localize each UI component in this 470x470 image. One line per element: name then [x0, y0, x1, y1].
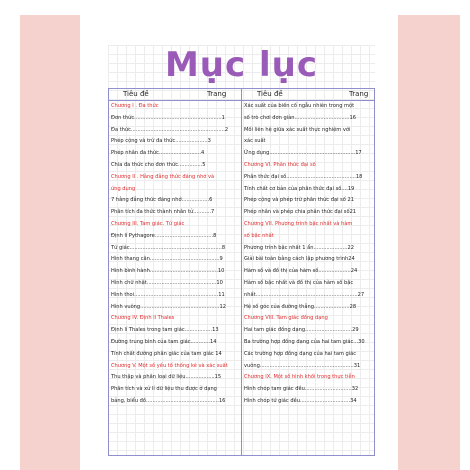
header-topic-left: Tiêu đề [123, 90, 149, 98]
toc-entry [244, 290, 374, 302]
toc-entry-text: Định lí Pythagore....................................8 [111, 232, 217, 239]
toc-entry [244, 266, 374, 278]
toc-entry [244, 243, 374, 255]
toc-entry [244, 349, 374, 361]
header-topic-right: Tiêu đề [257, 90, 283, 98]
toc-entry [111, 148, 241, 160]
toc-entry-text: Chương I . Đa thức [111, 103, 159, 109]
toc-entry [111, 372, 241, 384]
document-page [108, 45, 375, 455]
toc-entry-text: Hình bình hành..........................................10 [111, 268, 225, 275]
header-page-right: Trang [349, 90, 369, 98]
toc-entry-text: Phép cộng và phép trừ phân thức đại số 21 [244, 197, 354, 204]
toc-entry-text: Chương V. Một số yếu tố thống kê và xác suất [111, 362, 228, 369]
toc-entry-text: Phân tích và xử lí dữ liệu thu được ở dạng [111, 386, 217, 393]
toc-entry-text: vuông..........................................................31 [244, 362, 361, 369]
toc-entry-text: Hai tam giác đồng dạng.............................29 [244, 327, 359, 334]
toc-entry-text: Chương VI. Phân thức đại số [244, 161, 316, 168]
toc-entry [111, 125, 241, 137]
toc-entry [111, 325, 241, 337]
chapter-heading [111, 172, 241, 184]
toc-right-column [244, 101, 374, 408]
chapter-heading [111, 361, 241, 373]
toc-entry [111, 278, 241, 290]
toc-entry-text: Phân tích đa thức thành nhân tử...........7 [111, 209, 215, 216]
chapter-heading [244, 160, 374, 172]
toc-entry [111, 243, 241, 255]
toc-entry-text: xác suất [244, 138, 266, 145]
toc-entry [111, 349, 241, 361]
toc-entry-text: Ứng dụng.....................................................17 [244, 150, 362, 157]
toc-entry-text: Hình thoi....................................................11 [111, 291, 225, 298]
toc-entry [111, 160, 241, 172]
toc-entry-text: Đa thức..........................................................2 [111, 126, 229, 133]
toc-entry-text: Phép nhân và phép chia phân thức đại số21 [244, 209, 357, 216]
toc-entry-text: Hàm số và đồ thị của hàm số....................24 [244, 268, 358, 275]
toc-entry-text: Hình thang cân...........................................9 [111, 256, 223, 263]
toc-entry [244, 207, 374, 219]
toc-entry-text: Phương trình bậc nhất 1 ẩn.....................22 [244, 244, 354, 251]
toc-entry-text: Tính chất đường phân giác của tam giác 14 [111, 350, 222, 357]
toc-entry-text: Chương VIII. Tam giác đồng dạng [244, 315, 328, 322]
toc-entry-text: Hình chóp tam giác đều.............................32 [244, 386, 359, 393]
right-decorative-band [398, 15, 460, 470]
toc-entry-text: Chương II . Hằng đẳng thức đáng nhớ và [111, 173, 215, 180]
chapter-heading [111, 101, 241, 113]
toc-entry-text: Chương III. Tam giác. Tứ giác [111, 220, 185, 227]
toc-entry-text: ứng dụng [111, 185, 136, 192]
toc-entry-text: Các trường hợp đồng dạng của hai tam giác [244, 350, 357, 357]
toc-entry-text: Chia đa thức cho đơn thức...............5 [111, 161, 206, 168]
toc-entry-text: Phân thức đại số...........................................18 [244, 173, 363, 180]
toc-entry [111, 113, 241, 125]
toc-entry-text: Định lí Thales trong tam giác.................13 [111, 327, 219, 334]
toc-entry [111, 207, 241, 219]
chapter-heading [244, 372, 374, 384]
toc-entry-text: Hệ số góc của đường thẳng......................28 [244, 303, 357, 310]
toc-entry-text: Đường trung bình của tam giác............14 [111, 338, 217, 345]
toc-entry [111, 396, 241, 408]
header-page-left: Trang [207, 90, 227, 98]
toc-entry-text: 7 hằng đẳng thức đáng nhớ.................6 [111, 197, 213, 204]
toc-entry [111, 195, 241, 207]
toc-left-column [111, 101, 241, 408]
chapter-heading [244, 313, 374, 325]
toc-entry-text: Hàm số bậc nhất và đồ thị của hàm số bậc [244, 279, 354, 286]
toc-entry [244, 325, 374, 337]
toc-entry [244, 125, 374, 137]
toc-entry [244, 101, 374, 113]
toc-entry-text: Hình chữ nhật...........................................10 [111, 279, 223, 286]
page-title: Mục lục [164, 45, 319, 85]
toc-entry [111, 290, 241, 302]
toc-entry [111, 254, 241, 266]
chapter-heading [111, 184, 241, 196]
toc-entry [111, 384, 241, 396]
column-divider [241, 89, 242, 455]
toc-entry-text: Mối liên hệ giữa xác suất thực nghiệm với [244, 126, 351, 133]
toc-entry [244, 384, 374, 396]
left-decorative-band [20, 15, 80, 470]
toc-entry-text: Thu thập và phân loại dữ liệu..................15 [111, 374, 222, 381]
toc-entry [111, 136, 241, 148]
toc-entry-text: Phép nhân đa thức..........................4 [111, 150, 205, 157]
toc-entry [244, 396, 374, 408]
toc-entry [244, 195, 374, 207]
toc-entry-text: Chương IX. Một số hình khối trong thực tiễn [244, 374, 355, 381]
chapter-heading [111, 313, 241, 325]
toc-entry-text: Hình chóp tứ giác đều...............................34 [244, 397, 357, 404]
toc-entry-text: Ba trường hợp đồng dạng của hai tam giác...30 [244, 338, 365, 345]
toc-entry [111, 337, 241, 349]
toc-entry-text: Chương VII. Phương trình bậc nhất và hàm [244, 220, 353, 227]
table-of-contents [108, 88, 375, 456]
toc-entry-text: Tính chất cơ bản của phân thức đại số....19 [244, 185, 355, 192]
toc-entry [244, 254, 374, 266]
chapter-heading [244, 231, 374, 243]
chapter-heading [111, 219, 241, 231]
toc-entry-text: Xác suất của biến cố ngẫu nhiên trong một [244, 103, 355, 109]
toc-entry [244, 184, 374, 196]
chapter-heading [244, 219, 374, 231]
toc-entry [244, 337, 374, 349]
toc-entry [244, 148, 374, 160]
toc-entry-text: bảng, biểu đồ.............................................16 [111, 397, 226, 404]
toc-entry [244, 302, 374, 314]
toc-entry [111, 266, 241, 278]
toc-entry [111, 231, 241, 243]
toc-entry [244, 361, 374, 373]
toc-entry-text: nhất...............................................................27 [244, 291, 365, 298]
toc-entry [244, 278, 374, 290]
toc-entry-text: Hình vuông.................................................12 [111, 303, 226, 310]
toc-entry-text: số trò chơi đơn giản..................................16 [244, 114, 357, 121]
toc-entry [244, 113, 374, 125]
toc-entry-text: Chương IV. Định lí Thales [111, 315, 175, 322]
toc-entry-text: Đơn thức......................................................1 [111, 114, 225, 121]
toc-entry [244, 136, 374, 148]
toc-entry-text: Tứ giác.........................................................8 [111, 244, 226, 251]
toc-entry-text: Giải bài toán bằng cách lập phương trình24 [244, 256, 355, 263]
toc-entry-text: Phép cộng và trừ đa thức....................3 [111, 138, 211, 145]
toc-entry [244, 172, 374, 184]
toc-entry-text: số bậc nhất [244, 232, 274, 239]
toc-entry [111, 302, 241, 314]
